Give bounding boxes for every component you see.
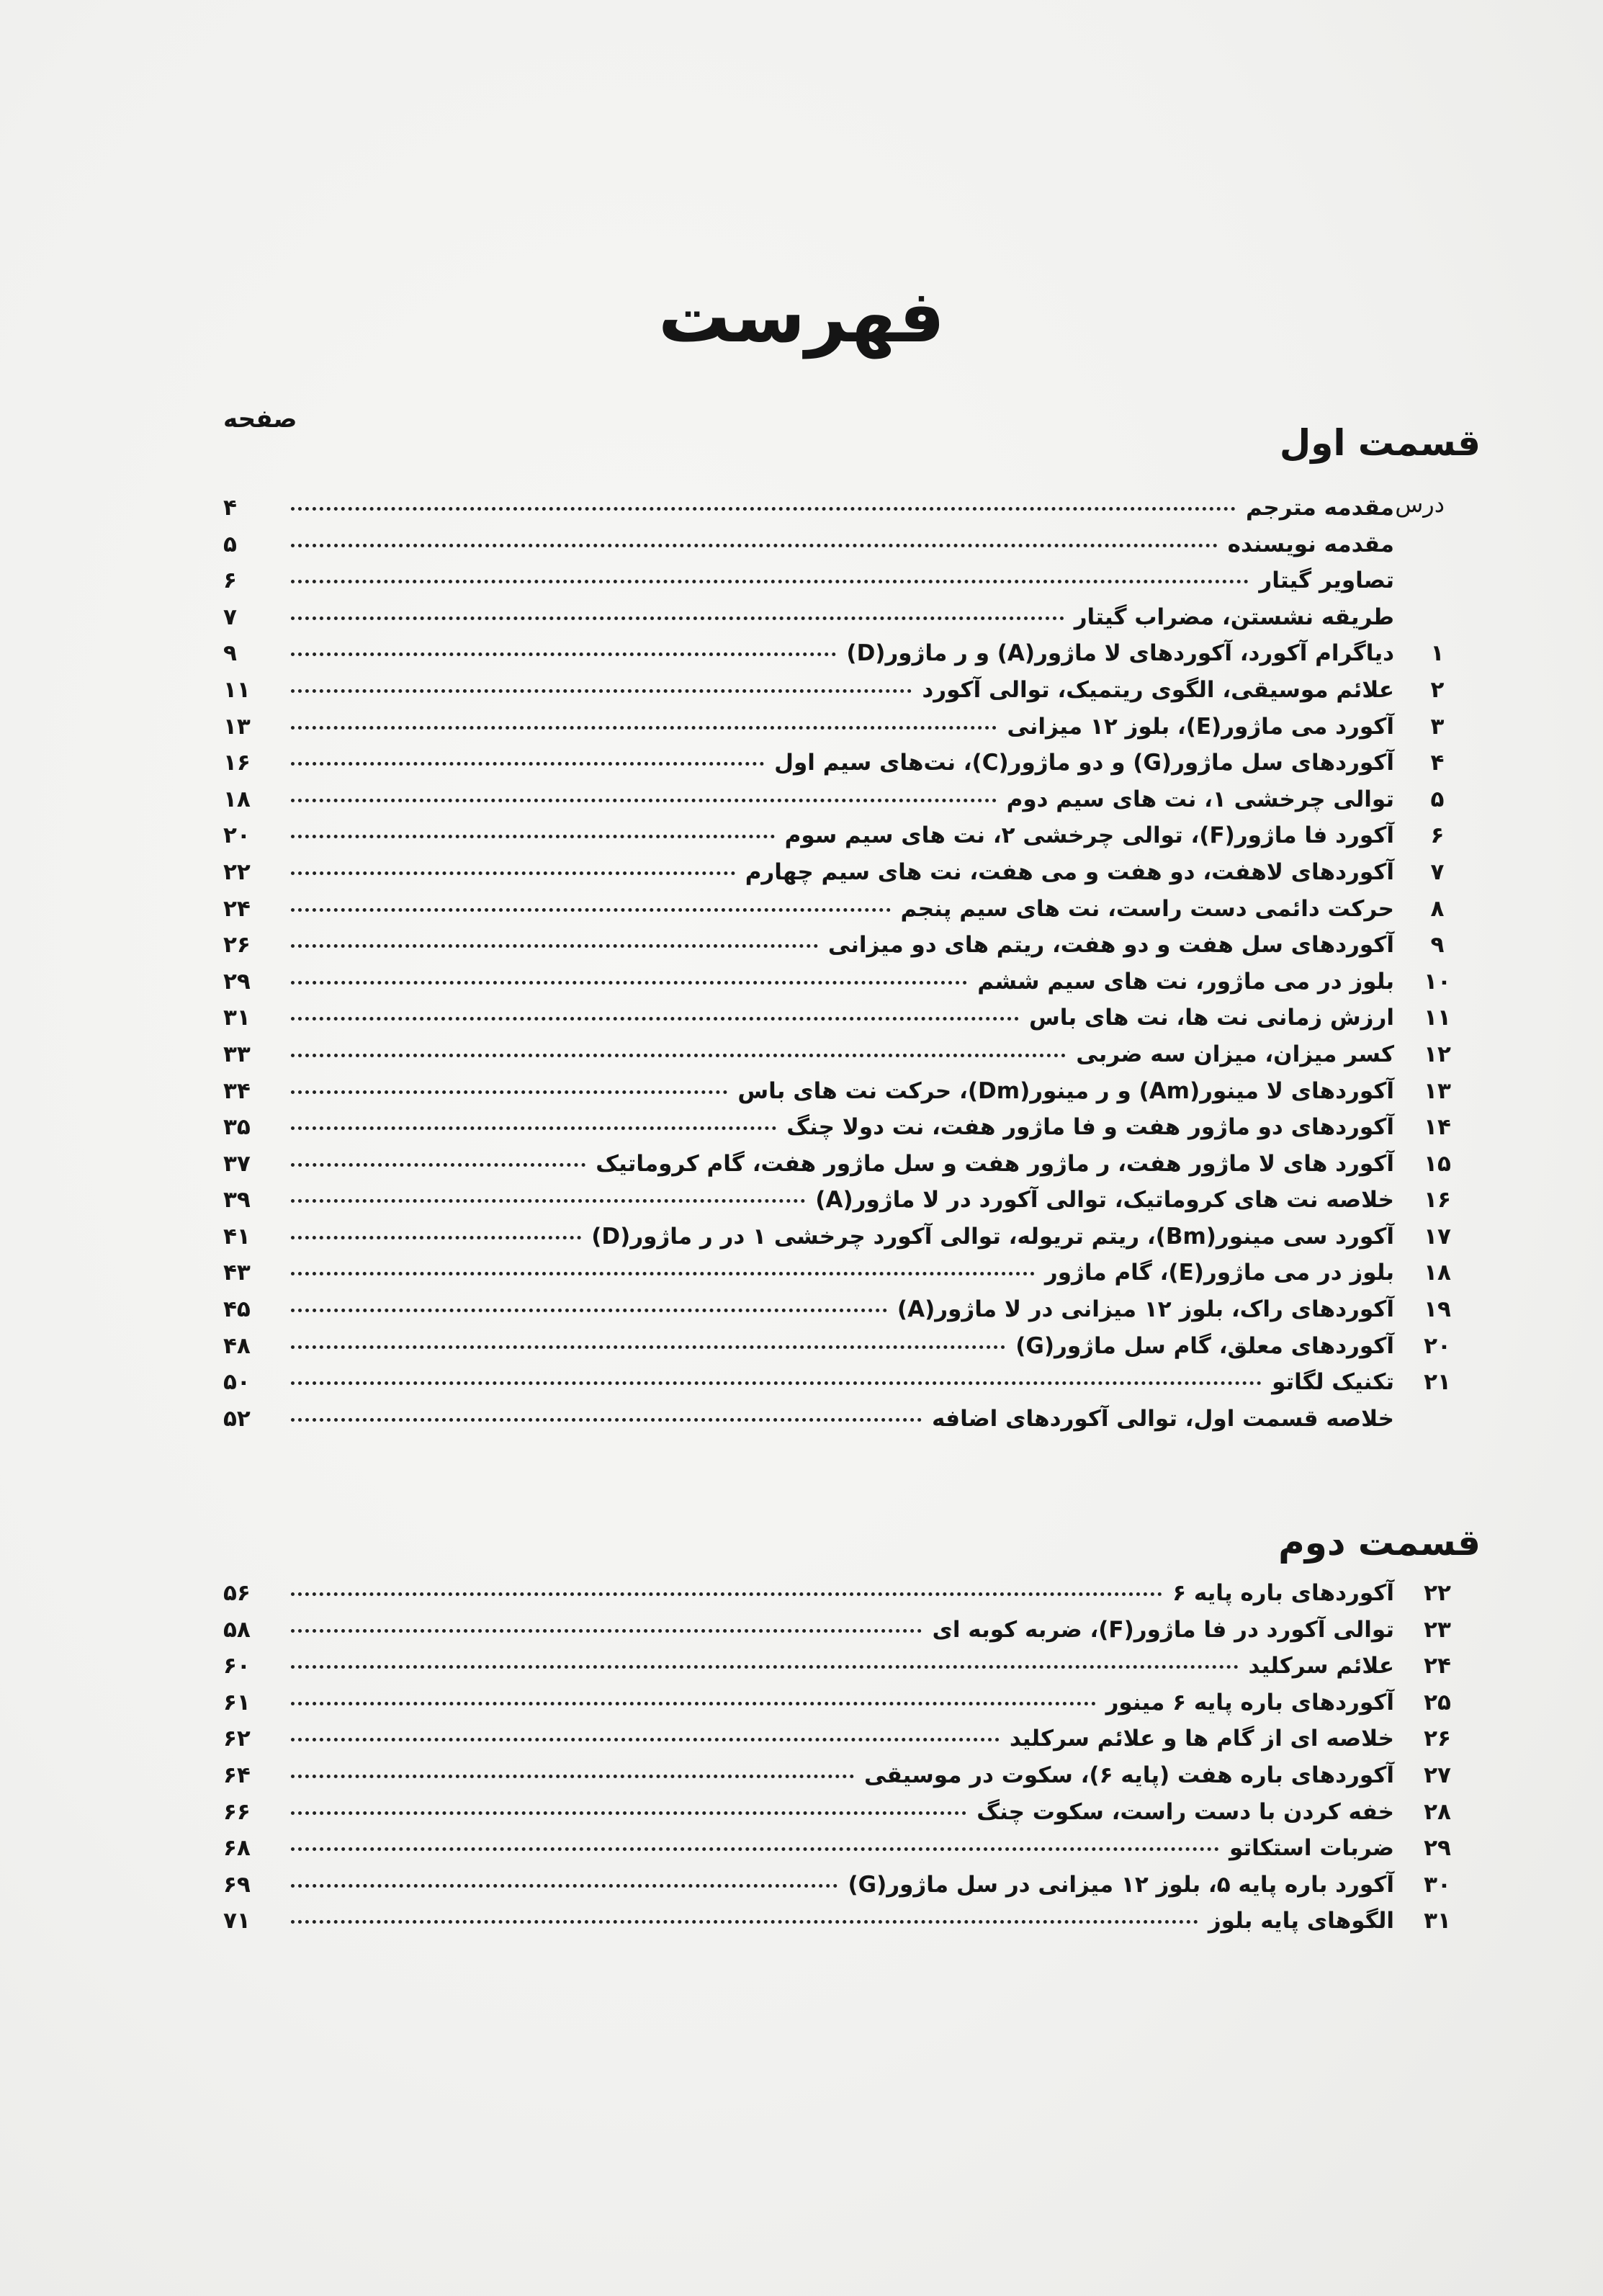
toc-row: [223, 1109, 1481, 1146]
page-number: ۲۶: [223, 932, 251, 959]
lesson-number: ۳: [1430, 713, 1445, 740]
page-number: ۶: [223, 568, 237, 594]
page-number: ۶۰: [223, 1653, 251, 1680]
dot-leader: [291, 1309, 887, 1312]
toc-row: [223, 1575, 1481, 1612]
lesson-title: آکوردهای سل هفت و دو هفت، ریتم های دو میزانی: [827, 932, 1394, 959]
dot-leader: [291, 871, 735, 875]
dot-leader: [291, 835, 775, 838]
toc-row: [223, 1146, 1481, 1183]
lesson-title: توالی آکورد در فا ماژور(F)، ضربه کوبه ای: [932, 1616, 1394, 1643]
dot-leader: [291, 1017, 1019, 1021]
lesson-number: ۲۴: [1424, 1653, 1451, 1680]
page-number: ۱۸: [223, 786, 251, 812]
toc-row: [223, 1648, 1481, 1685]
lesson-column-label: درس: [1395, 490, 1445, 518]
lesson-title: آکوردهای معلق، گام سل ماژور(G): [1015, 1332, 1394, 1359]
lesson-title: تکنیک لگاتو: [1272, 1369, 1394, 1396]
lesson-number: ۲۹: [1424, 1835, 1451, 1862]
page-number: ۴۸: [223, 1332, 251, 1359]
lesson-number: ۲۸: [1424, 1798, 1451, 1825]
toc-row: [223, 1401, 1481, 1438]
lesson-number: ۱۹: [1424, 1296, 1451, 1323]
page-number: ۵۲: [223, 1405, 251, 1432]
toc-row: [223, 709, 1481, 745]
dot-leader: [291, 1884, 838, 1888]
page-number: ۲۲: [223, 858, 251, 885]
lesson-title: ارزش زمانی نت ها، نت های باس: [1029, 1005, 1394, 1031]
toc-row: [223, 1685, 1481, 1721]
dot-leader: [291, 1775, 854, 1778]
lesson-number: ۲۱: [1424, 1369, 1451, 1396]
page-number: ۵۰: [223, 1369, 251, 1396]
toc-row: [223, 781, 1481, 818]
lesson-number: ۲۵: [1424, 1689, 1451, 1716]
toc-row: [223, 1036, 1481, 1073]
page-number: ۲۴: [223, 895, 251, 922]
dot-leader: [291, 981, 967, 985]
lesson-title: آکوردهای لا مینور(Am) و ر مینور(Dm)، حرکت نت های باس: [737, 1077, 1394, 1104]
lesson-number: ۱۶: [1424, 1187, 1451, 1214]
lesson-title: مقدمه نویسنده: [1227, 531, 1394, 557]
page-number: ۶۸: [223, 1835, 251, 1862]
dot-leader: [291, 908, 891, 912]
dot-leader: [291, 580, 1249, 583]
page-number: ۶۲: [223, 1726, 251, 1752]
dot-leader: [291, 1054, 1066, 1057]
dot-leader: [291, 1592, 1162, 1596]
dot-leader: [291, 1126, 776, 1130]
page-number: ۱۶: [223, 750, 251, 776]
dot-leader: [291, 1236, 581, 1239]
lesson-title: آکوردهای راک، بلوز ۱۲ میزانی در لا ماژور(A): [897, 1296, 1394, 1323]
page-number: ۴۵: [223, 1296, 251, 1323]
dot-leader: [291, 544, 1218, 547]
dot-leader: [291, 1738, 1000, 1741]
page-number: ۱۳: [223, 713, 251, 740]
lesson-title: آکوردهای سل ماژور(G) و دو ماژور(C)، نت‌های سیم اول: [774, 750, 1394, 776]
toc-row: [223, 635, 1481, 672]
lesson-title: آکوردهای باره پایه ۶ مینور: [1105, 1689, 1394, 1716]
lesson-number: ۱۲: [1424, 1041, 1451, 1067]
lesson-title: علائم سرکلید: [1248, 1653, 1394, 1680]
lesson-number: ۱۰: [1424, 968, 1451, 995]
dot-leader: [291, 1702, 1096, 1705]
lesson-title: حرکت دائمی دست راست، نت های سیم پنجم: [900, 895, 1394, 922]
page-number: ۲۰: [223, 822, 251, 849]
toc-row: [223, 1328, 1481, 1365]
page-number: ۶۹: [223, 1871, 251, 1898]
toc-row: [223, 1721, 1481, 1757]
page-column-label: صفحه: [223, 405, 297, 434]
toc-list: [223, 490, 1481, 1437]
page-number: ۹: [223, 640, 237, 667]
page-number: ۳۹: [223, 1187, 251, 1214]
lesson-title: طریقه نشستن، مضراب گیتار: [1074, 604, 1394, 630]
lesson-number: ۱۵: [1424, 1150, 1451, 1177]
toc-row: [223, 1794, 1481, 1831]
lesson-title: الگوهای پایه بلوز: [1208, 1908, 1394, 1934]
lesson-title: توالی چرخشی ۱، نت های سیم دوم: [1006, 786, 1394, 812]
page-number: ۶۶: [223, 1798, 251, 1825]
dot-leader: [291, 1345, 1005, 1349]
page-number: ۵۸: [223, 1616, 251, 1643]
lesson-number: ۲۲: [1424, 1580, 1451, 1606]
dot-leader: [291, 944, 818, 948]
toc-row: [223, 599, 1481, 636]
lesson-number: ۵: [1430, 786, 1445, 812]
lesson-title: آکورد سی مینور(Bm)، ریتم تریوله، توالی آکورد چرخشی ۱ در ر ماژور(D): [591, 1223, 1394, 1250]
page-number: ۴۳: [223, 1260, 251, 1286]
lesson-number: ۳۱: [1424, 1908, 1451, 1934]
dot-leader: [291, 1418, 922, 1422]
dot-leader: [291, 1629, 922, 1633]
dot-leader: [291, 689, 912, 693]
toc-row: [223, 526, 1481, 563]
dot-leader: [291, 653, 836, 656]
dot-leader: [291, 1199, 805, 1203]
page-number: ۳۵: [223, 1114, 251, 1141]
lesson-title: آکورد های لا ماژور هفت، ر ماژور هفت و سل ماژور هفت، گام کروماتیک: [596, 1150, 1394, 1177]
lesson-number: ۱۴: [1424, 1114, 1451, 1141]
toc-row: [223, 817, 1481, 854]
toc-row: [223, 891, 1481, 928]
lesson-title: ضربات استکاتو: [1229, 1835, 1394, 1862]
lesson-title: آکورد می ماژور(E)، بلوز ۱۲ میزانی: [1007, 713, 1394, 740]
toc-row: [223, 854, 1481, 891]
lesson-title: آکوردهای باره هفت (پایه ۶)، سکوت در موسیقی: [863, 1762, 1394, 1788]
toc-row: [223, 927, 1481, 964]
page-number: ۳۳: [223, 1041, 251, 1067]
dot-leader: [291, 799, 997, 802]
lesson-title: آکوردهای دو ماژور هفت و فا ماژور هفت، نت دولا چنگ: [786, 1114, 1394, 1141]
lesson-number: ۳۰: [1424, 1871, 1451, 1898]
page-number: ۳۴: [223, 1077, 251, 1104]
page-number: ۲۹: [223, 968, 251, 995]
lesson-number: ۱۳: [1424, 1077, 1451, 1104]
toc-row: [223, 1073, 1481, 1110]
lesson-number: ۲: [1430, 676, 1445, 703]
toc-row: [223, 1830, 1481, 1867]
page-number: ۳۱: [223, 1005, 251, 1031]
toc-row: [223, 964, 1481, 1000]
lesson-number: ۱۱: [1424, 1005, 1451, 1031]
dot-leader: [291, 507, 1236, 511]
lesson-number: ۲۳: [1424, 1616, 1451, 1643]
page-number: ۱۱: [223, 676, 251, 703]
page-number: ۷: [223, 604, 237, 630]
page-number: ۵۶: [223, 1580, 251, 1606]
lesson-number: ۷: [1430, 858, 1445, 885]
toc-row: [223, 1757, 1481, 1794]
lesson-title: تصاویر گیتار: [1259, 568, 1394, 594]
toc-row: [223, 1291, 1481, 1328]
toc-row: [223, 1182, 1481, 1219]
lesson-title: علائم موسیقی، الگوی ریتمیک، توالی آکورد: [922, 676, 1394, 703]
lesson-number: ۱۸: [1424, 1260, 1451, 1286]
lesson-title: آکوردهای باره پایه ۶: [1172, 1580, 1394, 1606]
lesson-number: ۸: [1430, 895, 1445, 922]
dot-leader: [291, 1665, 1239, 1669]
toc-row: [223, 490, 1481, 526]
toc-row: [223, 1000, 1481, 1036]
page-number: ۴۱: [223, 1223, 251, 1250]
toc-row: [223, 562, 1481, 599]
lesson-title: خلاصه ای از گام ها و علائم سرکلید: [1009, 1726, 1394, 1752]
section-title: قسمت دوم: [1278, 1522, 1481, 1564]
toc-row: [223, 1219, 1481, 1255]
page-number: ۵: [223, 531, 237, 557]
page-number: ۴: [223, 495, 237, 521]
toc-row: [223, 1612, 1481, 1649]
toc-row: [223, 745, 1481, 781]
lesson-title: دیاگرام آکورد، آکوردهای لا ماژور(A) و ر ماژور(D): [846, 640, 1394, 667]
page-number: ۶۴: [223, 1762, 251, 1788]
dot-leader: [291, 1811, 966, 1815]
lesson-title: آکوردهای لاهفت، دو هفت و می هفت، نت های سیم چهارم: [745, 858, 1394, 885]
toc-row: [223, 1903, 1481, 1940]
lesson-number: ۱۷: [1424, 1223, 1451, 1250]
page-number: ۶۱: [223, 1689, 251, 1716]
lesson-number: ۲۰: [1424, 1332, 1451, 1359]
lesson-number: ۲۶: [1424, 1726, 1451, 1752]
page-title: فهرست: [658, 274, 945, 359]
lesson-number: ۱: [1430, 640, 1445, 667]
toc-row: [223, 1255, 1481, 1291]
lesson-title: مقدمه مترجم: [1246, 495, 1394, 521]
page-number: ۷۱: [223, 1908, 251, 1934]
lesson-number: ۲۷: [1424, 1762, 1451, 1788]
lesson-number: ۶: [1430, 822, 1445, 849]
lesson-title: آکورد فا ماژور(F)، توالی چرخشی ۲، نت های سیم سوم: [784, 822, 1394, 849]
lesson-title: خفه کردن با دست راست، سکوت چنگ: [976, 1798, 1394, 1825]
lesson-number: ۴: [1430, 750, 1445, 776]
lesson-title: کسر میزان، میزان سه ضربی: [1076, 1041, 1394, 1067]
dot-leader: [291, 1163, 585, 1167]
dot-leader: [291, 616, 1064, 620]
lesson-title: خلاصه نت های کروماتیک، توالی آکورد در لا ماژور(A): [815, 1187, 1394, 1214]
lesson-title: آکورد باره پایه ۵، بلوز ۱۲ میزانی در سل ماژور(G): [848, 1871, 1394, 1898]
dot-leader: [291, 1847, 1219, 1851]
section-title: قسمت اول: [1279, 422, 1481, 464]
dot-leader: [291, 1920, 1198, 1924]
dot-leader: [291, 1090, 727, 1094]
dot-leader: [291, 1272, 1035, 1275]
lesson-title: بلوز در می ماژور(E)، گام ماژور: [1044, 1260, 1394, 1286]
lesson-number: ۹: [1430, 932, 1445, 959]
toc-list: [223, 1575, 1481, 1940]
page-number: ۳۷: [223, 1150, 251, 1177]
toc-row: [223, 1364, 1481, 1401]
dot-leader: [291, 726, 997, 730]
toc-row: [223, 1867, 1481, 1903]
lesson-title: خلاصه قسمت اول، توالی آکوردهای اضافه: [931, 1405, 1394, 1432]
lesson-title: بلوز در می ماژور، نت های سیم ششم: [977, 968, 1394, 995]
dot-leader: [291, 762, 764, 766]
toc-row: [223, 672, 1481, 709]
dot-leader: [291, 1381, 1262, 1385]
